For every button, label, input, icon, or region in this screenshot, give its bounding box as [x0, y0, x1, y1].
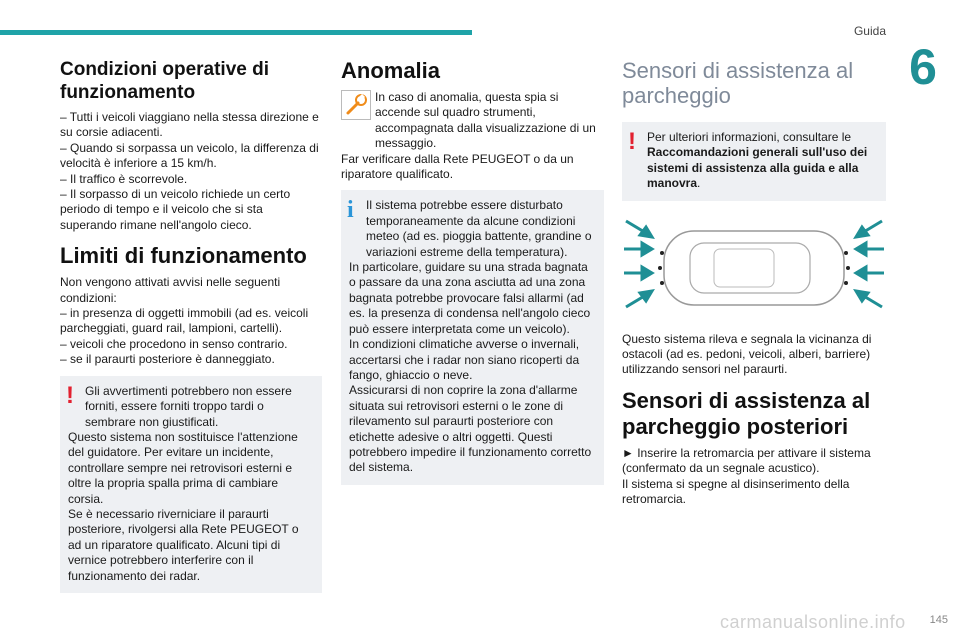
heading-limits: Limiti di funzionamento	[60, 243, 307, 269]
column-left	[60, 58, 322, 593]
warning-text: Questo sistema non sostituisce l'attenzione del guidatore. Per evitare un incidente, controllare sempre nei retrovisori esterni e oltre la propria spalla prima di cambiare corsia.	[68, 429, 298, 506]
warning-text: Gli avvertimenti potrebbero non essere forniti, essere forniti troppo tardi o sembrare non giustificati.	[85, 383, 292, 429]
heading-operating-conditions: Condizioni operative di funzionamento	[60, 59, 270, 103]
warning-text: Se è necessario riverniciare il paraurti posteriore, rivolgersi alla Rete PEUGEOT o ad un riparatore qualificato. Alcuni tipi di vernice potrebbero interferire con il funzionamento dei radar.	[68, 506, 299, 583]
info-icon: i	[347, 197, 354, 224]
column-right	[622, 58, 886, 507]
warning-box	[60, 376, 322, 593]
watermark: carmanualsonline.info	[720, 612, 906, 632]
paragraph: – Tutti i veicoli viaggiano nella stessa direzione e su corsie adiacenti.	[60, 110, 319, 140]
parking-sensor-diagram	[622, 213, 886, 323]
wrench-warning-icon	[341, 90, 371, 120]
section-title: Guida	[853, 24, 886, 38]
paragraph: Far verificare dalla Rete PEUGEOT o da un riparatore qualificato.	[341, 151, 574, 182]
paragraph: – Quando si sorpassa un veicolo, la differenza di velocità è inferiore a 15 km/h.	[60, 140, 319, 171]
warning-icon: !	[628, 128, 636, 155]
info-text: Il sistema potrebbe essere disturbato temporaneamente da alcune condizioni meteo (ad es. pioggia battente, grandine o variazioni estreme della temperatura).	[366, 198, 592, 259]
page-number: 145	[929, 614, 948, 626]
paragraph: – Il traffico è scorrevole.	[60, 171, 188, 186]
warning-text: Per ulteriori informazioni, consultare le Raccomandazioni generali sull'uso dei sistemi di assistenza alla guida e alla manovra.	[647, 130, 868, 191]
info-box	[341, 190, 604, 484]
paragraph: – Il sorpasso di un veicolo richiede un certo periodo di tempo e il veicolo che si sta superando rimane nell'angolo cieco.	[60, 187, 291, 232]
heading-anomaly: Anomalia	[341, 58, 441, 83]
chapter-number: 6	[909, 39, 937, 95]
paragraph: – in presenza di oggetti immobili (ad es. veicoli parcheggiati, guard rail, lampioni, cartelli).	[60, 306, 309, 336]
column-middle	[341, 58, 604, 485]
anomaly-block	[341, 90, 604, 152]
info-text: Assicurarsi di non coprire la zona d'allarme situata sui retrovisori esterni o le zone di rilevamento sul paraurti posteriore con etichette adesive o altri oggetti. Questi potrebbero impedire il funzionamento corretto del sistema.	[349, 383, 592, 475]
paragraph: Non vengono attivati avvisi nelle seguenti condizioni:	[60, 275, 281, 305]
info-text: In condizioni climatiche avverse o invernali, accertarsi che i radar non siano ricoperti da fango, ghiaccio o neve.	[349, 337, 580, 382]
car-outline-icon	[664, 231, 844, 305]
paragraph: In caso di anomalia, questa spia si accende sul quadro strumenti, accompagnata dalla visualizzazione di un messaggio.	[375, 90, 596, 151]
warning-box	[622, 122, 886, 201]
heading-parking-sensors: Sensori di assistenza al parcheggio	[622, 58, 854, 108]
paragraph: Il sistema si spegne al disinserimento della retromarcia.	[622, 476, 850, 507]
paragraph: – se il paraurti posteriore è danneggiato.	[60, 352, 275, 367]
paragraph: ► Inserire la retromarcia per attivare il sistema (confermato da un segnale acustico).	[622, 445, 871, 476]
warning-icon: !	[66, 381, 74, 409]
paragraph: – veicoli che procedono in senso contrario.	[60, 336, 288, 351]
paragraph: Questo sistema rileva e segnala la vicinanza di ostacoli (ad es. pedoni, veicoli, alberi, barriere) utilizzando sensori nel paraurti.	[622, 331, 872, 377]
info-text: In particolare, guidare su una strada bagnata o passare da una zona asciutta ad una zona bagnata potrebbe provocare falsi allarmi (ad es. la presenza di condensa nell'angolo cieco può essere interpretata come un veicolo).	[349, 260, 591, 336]
heading-rear-parking-sensors: Sensori di assistenza al parcheggio posteriori	[622, 387, 871, 439]
header-bar	[0, 30, 472, 35]
